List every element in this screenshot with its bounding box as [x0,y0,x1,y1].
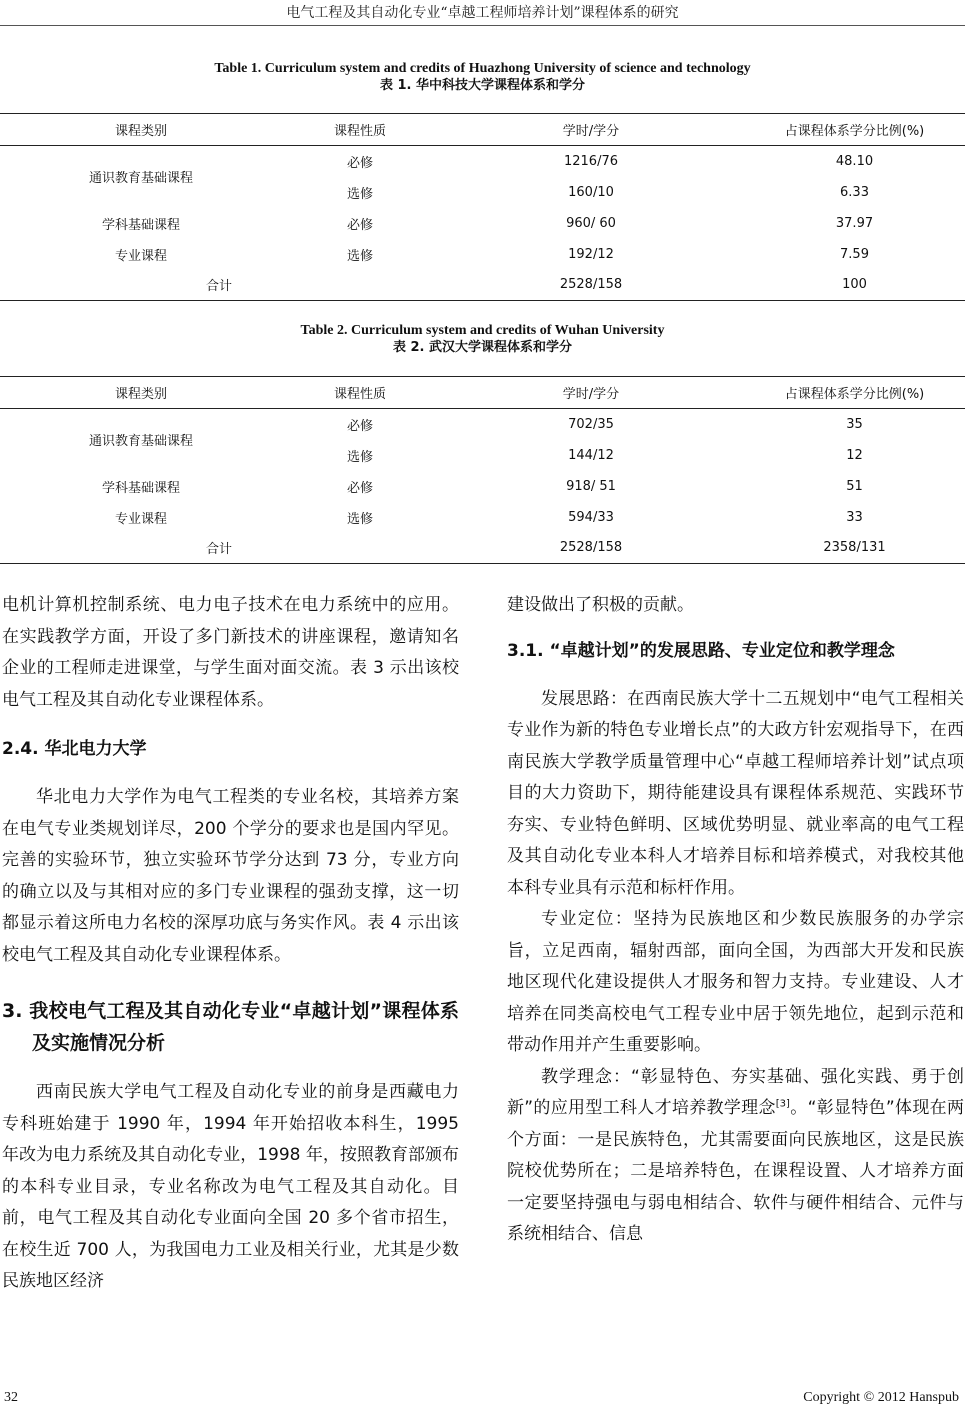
table1-caption-en: Table 1. Curriculum system and credits of Huazhong University of science and technology [214,61,751,76]
table2-caption-cn: 表 2. 武汉大学课程体系和学分 [392,340,573,355]
table-cell-nature: 选修 [346,449,373,465]
table2-header-category: 课程类别 [0,377,282,409]
citation-ref[interactable]: [3] [775,1098,790,1110]
left-paragraph-3: 西南民族大学电气工程及自动化专业的前身是西藏电力专科班始建于 1990 年，1994 年开始招收本科生，1995 年改为电力系统及其自动化专业，1998 年，按照教育部颁布的本科专业目录，专业名称改为电气工程及其自动化。目前，电气工程及其自动化专业面向全国 20 多个省市招生，在校生近 700 人，为我国电力工业及相关行业，尤其是少数民族地区经济 [2,1082,459,1291]
table-row [0,146,965,177]
copyright-notice: Copyright © 2012 Hanspub [803,1390,959,1405]
section-heading-2-4: 2.4. 华北电力大学 [2,739,147,759]
table-cell-ratio: 100 [744,270,965,301]
table-cell-ratio: 35 [846,416,863,432]
table2-header-nature: 课程性质 [282,377,438,409]
table-cell-nature: 选修 [346,511,373,527]
table-cell-hours: 702/35 [568,416,614,432]
table2-header-ratio: 占课程体系学分比例(%) [744,377,965,409]
table-cell-nature: 必修 [346,480,373,496]
table2-caption [0,322,965,356]
table-cell-hours: 918/ 51 [566,478,616,494]
table1-caption [0,60,965,94]
table-cell-total-label: 合计 [0,533,438,564]
table-row [0,502,965,533]
table1-header-nature: 课程性质 [282,114,438,146]
table1-header-category: 课程类别 [0,114,282,146]
table-cell-ratio: 6.33 [840,184,869,200]
right-paragraph-1: 发展思路：在西南民族大学十二五规划中“电气工程相关专业作为新的特色专业增长点”的大政方针宏观指导下，在西南民族大学教学质量管理中心“卓越工程师培养计划”试点项目的大力资助下，期待能建设具有课程体系规范、实践环节夯实、专业特色鲜明、区域优势明显、就业率高的电气工程及其自动化专业本科人才培养目标和培养模式，对我校其他本科专业具有示范和标杆作用。 [507,688,964,898]
right-paragraph-3 [507,1062,964,1251]
table-row [0,239,965,270]
table-row [0,208,965,239]
table-cell-nature: 选修 [346,186,373,202]
running-header: 电气工程及其自动化专业“卓越工程师培养计划”课程体系的研究 [286,5,679,21]
table-cell-ratio: 51 [846,478,863,494]
table-cell-ratio: 2358/131 [744,533,965,564]
table-cell-nature: 必修 [346,217,373,233]
left-paragraph-1: 电机计算机控制系统、电力电子技术在电力系统中的应用。在实践教学方面，开设了多门新技术的讲座课程，邀请知名企业的工程师走进课堂，与学生面对面交流。表 3 示出该校电气工程及其自动化专业课程体系。 [2,595,459,710]
table2 [0,376,965,564]
section-heading-3: 3. 我校电气工程及其自动化专业“卓越计划”课程体系及实施情况分析 [2,1000,459,1054]
table-total-row [0,533,965,564]
table2-caption-en: Table 2. Curriculum system and credits of Wuhan University [300,323,665,338]
table-cell-hours: 144/12 [568,447,614,463]
table-cell-category: 通识教育基础课程 [88,434,193,450]
table-cell-ratio: 7.59 [840,246,869,262]
table-cell-ratio: 37.97 [835,215,874,231]
table-cell-hours: 2528/158 [438,533,744,564]
table-cell-ratio: 12 [846,447,863,463]
section-heading-3-1: 3.1. “卓越计划”的发展思路、专业定位和教学理念 [507,640,895,661]
table-row [0,409,965,440]
left-column [2,590,459,1298]
table-cell-hours: 2528/158 [438,270,744,301]
table-row [0,471,965,502]
table-cell-nature: 选修 [346,248,373,264]
right-paragraph-0: 建设做出了积极的贡献。 [507,595,694,615]
table-cell-category: 专业课程 [114,248,167,264]
table-cell-hours: 960/ 60 [566,215,616,231]
table-cell-category: 学科基础课程 [101,217,180,233]
table-cell-nature: 必修 [346,155,373,171]
table1 [0,113,965,301]
right-paragraph-2: 专业定位：坚持为民族地区和少数民族服务的办学宗旨，立足西南，辐射西部，面向全国，为西部大开发和民族地区现代化建设提供人才服务和智力支持。专业建设、人才培养在同类高校电气工程专业中居于领先地位，起到示范和带动作用并产生重要影响。 [507,909,964,1055]
table-cell-ratio: 48.10 [835,153,874,169]
table-cell-total-label: 合计 [0,270,438,301]
table1-caption-cn: 表 1. 华中科技大学课程体系和学分 [379,78,586,93]
table-cell-ratio: 33 [846,509,863,525]
table1-header-hours: 学时/学分 [438,114,744,146]
right-paragraph-3-text-a: 教学理念：“彰显特色、夯实基础、强化实践、勇于创新”的应用型工科人才培养教学理念 [507,1066,964,1118]
header-rule [0,25,965,26]
table-cell-category: 学科基础课程 [101,480,180,496]
table-cell-hours: 192/12 [568,246,614,262]
right-column [507,590,964,1251]
table-cell-hours: 594/33 [568,509,614,525]
table-cell-category: 专业课程 [114,511,167,527]
table-cell-category: 通识教育基础课程 [88,171,193,187]
table2-header-hours: 学时/学分 [438,377,744,409]
table1-header-ratio: 占课程体系学分比例(%) [744,114,965,146]
page-number: 32 [4,1390,18,1405]
table-cell-hours: 160/10 [568,184,614,200]
table-cell-hours: 1216/76 [563,153,618,169]
table-total-row [0,270,965,301]
left-paragraph-2: 华北电力大学作为电气工程类的专业名校，其培养方案在电气专业类规划详尽，200 个学分的要求也是国内罕见。完善的实验环节，独立实验环节学分达到 73 分，专业方向的确立以及与其相对应的多门专业课程的强劲支撑，这一切都显示着这所电力名校的深厚功底与务实作风。表 4 示出该校电气工程及其自动化专业课程体系。 [2,787,459,965]
table-cell-nature: 必修 [346,418,373,434]
right-paragraph-3-text-b: 。“彰显特色”体现在两个方面：一是民族特色，尤其需要面向民族地区，这是民族院校优势所在；二是培养特色，在课程设置、人才培养方面一定要坚持强电与弱电相结合、软件与硬件相结合、元件与系统相结合、信息 [507,1098,964,1244]
